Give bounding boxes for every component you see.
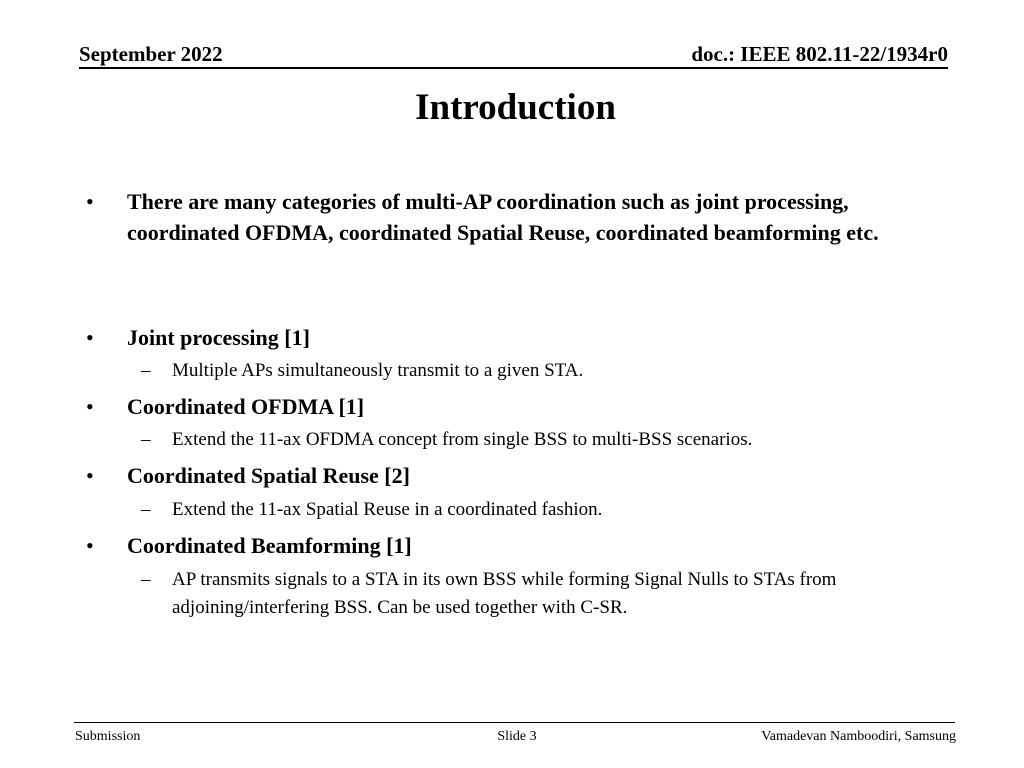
bullet-text: Coordinated Beamforming [1]	[127, 533, 412, 558]
bullet-marker: •	[86, 533, 94, 558]
sub-bullet-marker: –	[141, 360, 151, 381]
bullet-marker: •	[86, 189, 94, 214]
footer-divider	[74, 722, 955, 723]
bullet-text: Coordinated Spatial Reuse [2]	[127, 463, 410, 488]
bullet-marker: •	[86, 463, 94, 488]
sub-bullet-text: AP transmits signals to a STA in its own BSS while forming Signal Nulls to STAs from adjoining/interfering BSS. Can be used together with C-SR.	[172, 569, 837, 618]
sub-bullet-marker: –	[141, 499, 151, 520]
header-divider	[79, 67, 948, 69]
footer-submission: Submission	[75, 729, 141, 744]
bullet-text: Joint processing [1]	[127, 325, 310, 350]
bullet-text: There are many categories of multi-AP coordination such as joint processing, coordinated OFDMA, coordinated Spatial Reuse, coordinated beamforming etc.	[127, 189, 879, 245]
footer-author: Vamadevan Namboodiri, Samsung	[761, 729, 956, 744]
footer-slide-number: Slide 3	[497, 729, 537, 744]
sub-bullet-marker: –	[141, 429, 151, 450]
sub-bullet-text: Multiple APs simultaneously transmit to a given STA.	[172, 360, 584, 381]
header-doc-id: doc.: IEEE 802.11-22/1934r0	[691, 42, 948, 66]
sub-bullet-text: Extend the 11-ax OFDMA concept from single BSS to multi-BSS scenarios.	[172, 429, 753, 450]
sub-bullet-text: Extend the 11-ax Spatial Reuse in a coordinated fashion.	[172, 499, 603, 520]
header-date: September 2022	[79, 42, 223, 66]
sub-bullet-marker: –	[141, 569, 151, 590]
bullet-text: Coordinated OFDMA [1]	[127, 394, 365, 419]
bullet-marker: •	[86, 394, 94, 419]
bullet-marker: •	[86, 325, 94, 350]
slide-title: Introduction	[415, 87, 616, 128]
